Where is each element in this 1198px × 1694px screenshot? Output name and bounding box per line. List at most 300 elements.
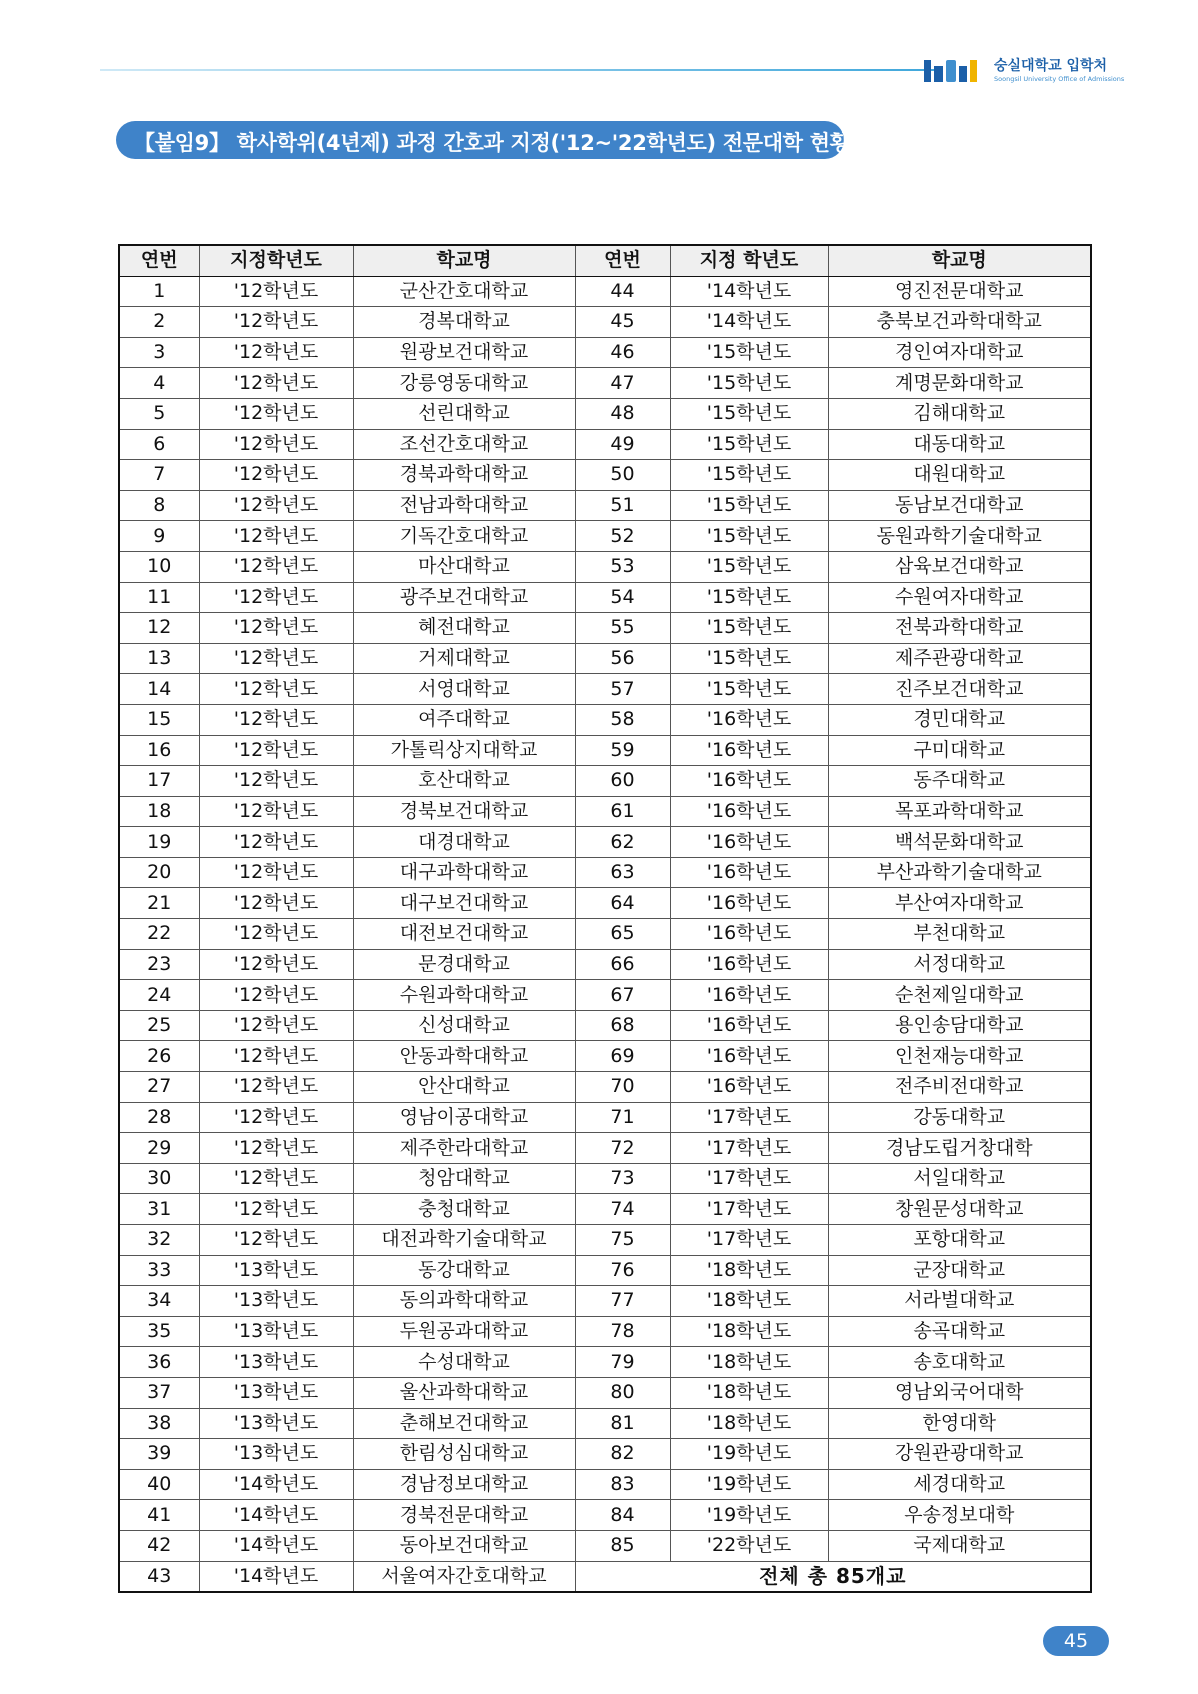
header-rule <box>100 69 938 71</box>
row-no: 29 <box>119 1133 199 1164</box>
row-year-2: '16학년도 <box>670 949 828 980</box>
row-no-2: 45 <box>575 307 670 338</box>
row-no: 18 <box>119 796 199 827</box>
row-no: 9 <box>119 521 199 552</box>
row-no: 12 <box>119 613 199 644</box>
row-school-2: 백석문화대학교 <box>828 827 1091 858</box>
table-row <box>119 827 1091 858</box>
row-school-2: 김해대학교 <box>828 398 1091 429</box>
table-row <box>119 613 1091 644</box>
row-no-2: 70 <box>575 1072 670 1103</box>
row-no: 2 <box>119 307 199 338</box>
row-school-2: 목포과학대학교 <box>828 796 1091 827</box>
row-year-2: '15학년도 <box>670 337 828 368</box>
row-no-2: 81 <box>575 1408 670 1439</box>
table-row <box>119 643 1091 674</box>
row-no-2: 53 <box>575 551 670 582</box>
row-year-2: '15학년도 <box>670 613 828 644</box>
row-year: '12학년도 <box>199 429 353 460</box>
table-row <box>119 582 1091 613</box>
table-row <box>119 1561 1091 1592</box>
row-year-2: '16학년도 <box>670 1072 828 1103</box>
table-row <box>119 521 1091 552</box>
table-row <box>119 674 1091 705</box>
table-row <box>119 1530 1091 1561</box>
row-year-2: '17학년도 <box>670 1194 828 1225</box>
table-row <box>119 1225 1091 1256</box>
row-year: '12학년도 <box>199 1133 353 1164</box>
table-row <box>119 888 1091 919</box>
row-school-2: 대원대학교 <box>828 460 1091 491</box>
table-row <box>119 1500 1091 1531</box>
row-year: '12학년도 <box>199 704 353 735</box>
row-year: '12학년도 <box>199 857 353 888</box>
row-school-2: 부산과학기술대학교 <box>828 857 1091 888</box>
row-year-2: '18학년도 <box>670 1377 828 1408</box>
row-no: 32 <box>119 1225 199 1256</box>
row-year-2: '17학년도 <box>670 1225 828 1256</box>
row-year: '12학년도 <box>199 1010 353 1041</box>
row-school-2: 우송정보대학 <box>828 1500 1091 1531</box>
row-no-2: 79 <box>575 1347 670 1378</box>
col-header-school: 학교명 <box>353 245 575 276</box>
section-title-banner <box>116 121 850 159</box>
row-no-2: 54 <box>575 582 670 613</box>
total-count: 전체 총 85개교 <box>575 1561 1091 1592</box>
table-row <box>119 307 1091 338</box>
row-no-2: 78 <box>575 1316 670 1347</box>
row-year: '12학년도 <box>199 368 353 399</box>
row-year: '12학년도 <box>199 766 353 797</box>
row-no-2: 85 <box>575 1530 670 1561</box>
row-school: 동강대학교 <box>353 1255 575 1286</box>
row-school: 선린대학교 <box>353 398 575 429</box>
row-school: 안동과학대학교 <box>353 1041 575 1072</box>
row-school-2: 경인여자대학교 <box>828 337 1091 368</box>
row-no: 13 <box>119 643 199 674</box>
row-school-2: 제주관광대학교 <box>828 643 1091 674</box>
row-no-2: 57 <box>575 674 670 705</box>
row-no-2: 51 <box>575 490 670 521</box>
row-no: 33 <box>119 1255 199 1286</box>
table-row <box>119 1439 1091 1470</box>
row-year: '13학년도 <box>199 1439 353 1470</box>
row-school: 군산간호대학교 <box>353 276 575 307</box>
row-no: 43 <box>119 1561 199 1592</box>
row-no: 15 <box>119 704 199 735</box>
row-no: 28 <box>119 1102 199 1133</box>
table-row <box>119 1041 1091 1072</box>
row-year-2: '16학년도 <box>670 919 828 950</box>
table-header-row <box>119 245 1091 276</box>
row-school-2: 국제대학교 <box>828 1530 1091 1561</box>
row-year-2: '17학년도 <box>670 1163 828 1194</box>
row-year: '12학년도 <box>199 1072 353 1103</box>
row-no-2: 50 <box>575 460 670 491</box>
row-no: 25 <box>119 1010 199 1041</box>
row-year: '12학년도 <box>199 582 353 613</box>
row-year-2: '17학년도 <box>670 1133 828 1164</box>
row-school: 여주대학교 <box>353 704 575 735</box>
row-school-2: 세경대학교 <box>828 1469 1091 1500</box>
row-year: '12학년도 <box>199 980 353 1011</box>
row-year: '14학년도 <box>199 1530 353 1561</box>
row-year-2: '16학년도 <box>670 857 828 888</box>
row-year-2: '16학년도 <box>670 980 828 1011</box>
row-year: '13학년도 <box>199 1347 353 1378</box>
row-school: 동의과학대학교 <box>353 1286 575 1317</box>
row-school-2: 순천제일대학교 <box>828 980 1091 1011</box>
row-school-2: 서라벌대학교 <box>828 1286 1091 1317</box>
row-year: '12학년도 <box>199 1194 353 1225</box>
table-row <box>119 1469 1091 1500</box>
table-row <box>119 980 1091 1011</box>
row-school-2: 영남외국어대학 <box>828 1377 1091 1408</box>
table-row <box>119 460 1091 491</box>
row-school: 서영대학교 <box>353 674 575 705</box>
row-school: 대전보건대학교 <box>353 919 575 950</box>
row-no: 10 <box>119 551 199 582</box>
row-year: '12학년도 <box>199 398 353 429</box>
row-no-2: 52 <box>575 521 670 552</box>
row-school-2: 경남도립거창대학 <box>828 1133 1091 1164</box>
row-year: '12학년도 <box>199 674 353 705</box>
row-no: 31 <box>119 1194 199 1225</box>
row-year: '12학년도 <box>199 643 353 674</box>
col-header-year: 지정학년도 <box>199 245 353 276</box>
row-year-2: '16학년도 <box>670 827 828 858</box>
row-school: 원광보건대학교 <box>353 337 575 368</box>
row-school-2: 동주대학교 <box>828 766 1091 797</box>
row-school: 동아보건대학교 <box>353 1530 575 1561</box>
row-school-2: 포항대학교 <box>828 1225 1091 1256</box>
row-school-2: 동원과학기술대학교 <box>828 521 1091 552</box>
table-row <box>119 704 1091 735</box>
row-no-2: 61 <box>575 796 670 827</box>
row-no: 38 <box>119 1408 199 1439</box>
row-school: 충청대학교 <box>353 1194 575 1225</box>
row-no: 24 <box>119 980 199 1011</box>
row-year: '14학년도 <box>199 1469 353 1500</box>
row-year: '12학년도 <box>199 1225 353 1256</box>
row-school: 대구과학대학교 <box>353 857 575 888</box>
row-year-2: '16학년도 <box>670 888 828 919</box>
table-row <box>119 735 1091 766</box>
row-year: '13학년도 <box>199 1377 353 1408</box>
row-year: '12학년도 <box>199 551 353 582</box>
row-school-2: 삼육보건대학교 <box>828 551 1091 582</box>
row-year: '12학년도 <box>199 888 353 919</box>
row-year-2: '15학년도 <box>670 398 828 429</box>
row-school-2: 서정대학교 <box>828 949 1091 980</box>
row-year: '12학년도 <box>199 521 353 552</box>
row-no: 6 <box>119 429 199 460</box>
logo-text-english: Soongsil University Office of Admissions <box>994 75 1125 83</box>
row-no: 30 <box>119 1163 199 1194</box>
row-school: 전남과학대학교 <box>353 490 575 521</box>
row-no-2: 84 <box>575 1500 670 1531</box>
row-no: 35 <box>119 1316 199 1347</box>
row-no: 7 <box>119 460 199 491</box>
row-no: 20 <box>119 857 199 888</box>
row-school: 경북보건대학교 <box>353 796 575 827</box>
row-no-2: 44 <box>575 276 670 307</box>
row-year-2: '19학년도 <box>670 1439 828 1470</box>
table-row <box>119 398 1091 429</box>
row-year-2: '18학년도 <box>670 1347 828 1378</box>
row-school: 혜전대학교 <box>353 613 575 644</box>
row-year: '12학년도 <box>199 735 353 766</box>
row-no-2: 60 <box>575 766 670 797</box>
row-no-2: 82 <box>575 1439 670 1470</box>
table-row <box>119 1377 1091 1408</box>
row-school-2: 영진전문대학교 <box>828 276 1091 307</box>
row-no: 17 <box>119 766 199 797</box>
row-no-2: 75 <box>575 1225 670 1256</box>
page-number: 45 <box>1043 1626 1109 1656</box>
row-year-2: '18학년도 <box>670 1408 828 1439</box>
row-school: 두원공과대학교 <box>353 1316 575 1347</box>
row-year-2: '16학년도 <box>670 1010 828 1041</box>
row-school-2: 창원문성대학교 <box>828 1194 1091 1225</box>
row-school: 한림성심대학교 <box>353 1439 575 1470</box>
row-year: '12학년도 <box>199 1163 353 1194</box>
row-no: 42 <box>119 1530 199 1561</box>
row-no: 5 <box>119 398 199 429</box>
row-year-2: '18학년도 <box>670 1255 828 1286</box>
row-no-2: 74 <box>575 1194 670 1225</box>
row-year: '13학년도 <box>199 1255 353 1286</box>
row-year-2: '15학년도 <box>670 521 828 552</box>
row-school: 대전과학기술대학교 <box>353 1225 575 1256</box>
row-school-2: 한영대학 <box>828 1408 1091 1439</box>
row-no: 37 <box>119 1377 199 1408</box>
row-no-2: 63 <box>575 857 670 888</box>
table-row <box>119 1133 1091 1164</box>
row-school-2: 송곡대학교 <box>828 1316 1091 1347</box>
row-year-2: '19학년도 <box>670 1469 828 1500</box>
row-no: 4 <box>119 368 199 399</box>
row-year-2: '15학년도 <box>670 490 828 521</box>
row-no-2: 64 <box>575 888 670 919</box>
row-year: '12학년도 <box>199 613 353 644</box>
row-year: '12학년도 <box>199 337 353 368</box>
table-row <box>119 1072 1091 1103</box>
row-year-2: '18학년도 <box>670 1286 828 1317</box>
table-row <box>119 1286 1091 1317</box>
row-year-2: '16학년도 <box>670 766 828 797</box>
row-no-2: 65 <box>575 919 670 950</box>
row-no: 23 <box>119 949 199 980</box>
row-year-2: '15학년도 <box>670 460 828 491</box>
row-year: '14학년도 <box>199 1561 353 1592</box>
row-school-2: 전주비전대학교 <box>828 1072 1091 1103</box>
row-year-2: '18학년도 <box>670 1316 828 1347</box>
row-school-2: 송호대학교 <box>828 1347 1091 1378</box>
row-year: '12학년도 <box>199 307 353 338</box>
row-no-2: 73 <box>575 1163 670 1194</box>
row-no-2: 56 <box>575 643 670 674</box>
row-school: 서울여자간호대학교 <box>353 1561 575 1592</box>
row-school: 안산대학교 <box>353 1072 575 1103</box>
row-school-2: 동남보건대학교 <box>828 490 1091 521</box>
row-no: 1 <box>119 276 199 307</box>
row-no-2: 67 <box>575 980 670 1011</box>
row-school: 대경대학교 <box>353 827 575 858</box>
row-school: 경복대학교 <box>353 307 575 338</box>
row-year-2: '16학년도 <box>670 1041 828 1072</box>
row-no: 14 <box>119 674 199 705</box>
row-school-2: 계명문화대학교 <box>828 368 1091 399</box>
row-no: 8 <box>119 490 199 521</box>
row-no-2: 47 <box>575 368 670 399</box>
designated-colleges-table <box>118 244 1092 1593</box>
row-year: '13학년도 <box>199 1286 353 1317</box>
row-year: '12학년도 <box>199 490 353 521</box>
row-no: 26 <box>119 1041 199 1072</box>
row-year: '12학년도 <box>199 949 353 980</box>
row-school: 제주한라대학교 <box>353 1133 575 1164</box>
row-school: 기독간호대학교 <box>353 521 575 552</box>
table-row <box>119 857 1091 888</box>
table-row <box>119 949 1091 980</box>
row-year: '12학년도 <box>199 1041 353 1072</box>
row-no: 3 <box>119 337 199 368</box>
row-school: 대구보건대학교 <box>353 888 575 919</box>
row-no-2: 48 <box>575 398 670 429</box>
row-no: 27 <box>119 1072 199 1103</box>
row-school-2: 부산여자대학교 <box>828 888 1091 919</box>
col-header-no-2: 연번 <box>575 245 670 276</box>
row-no-2: 68 <box>575 1010 670 1041</box>
row-school-2: 경민대학교 <box>828 704 1091 735</box>
row-school-2: 전북과학대학교 <box>828 613 1091 644</box>
row-year: '12학년도 <box>199 460 353 491</box>
row-no: 16 <box>119 735 199 766</box>
row-year: '12학년도 <box>199 827 353 858</box>
row-school: 수성대학교 <box>353 1347 575 1378</box>
row-school-2: 인천재능대학교 <box>828 1041 1091 1072</box>
row-no: 22 <box>119 919 199 950</box>
row-school: 경북전문대학교 <box>353 1500 575 1531</box>
col-header-school-2: 학교명 <box>828 245 1091 276</box>
row-year-2: '15학년도 <box>670 429 828 460</box>
table-row <box>119 1316 1091 1347</box>
row-year-2: '15학년도 <box>670 368 828 399</box>
col-header-no: 연번 <box>119 245 199 276</box>
table-row <box>119 1102 1091 1133</box>
row-no-2: 55 <box>575 613 670 644</box>
table-row <box>119 1347 1091 1378</box>
table-row <box>119 796 1091 827</box>
row-year: '13학년도 <box>199 1316 353 1347</box>
row-no-2: 76 <box>575 1255 670 1286</box>
row-no-2: 71 <box>575 1102 670 1133</box>
row-school-2: 서일대학교 <box>828 1163 1091 1194</box>
row-school-2: 구미대학교 <box>828 735 1091 766</box>
table-row <box>119 1408 1091 1439</box>
row-year-2: '15학년도 <box>670 582 828 613</box>
row-year-2: '14학년도 <box>670 307 828 338</box>
table-row <box>119 551 1091 582</box>
row-no-2: 69 <box>575 1041 670 1072</box>
row-school: 청암대학교 <box>353 1163 575 1194</box>
row-school: 울산과학대학교 <box>353 1377 575 1408</box>
row-no-2: 77 <box>575 1286 670 1317</box>
table-row <box>119 429 1091 460</box>
row-school: 조선간호대학교 <box>353 429 575 460</box>
row-no: 21 <box>119 888 199 919</box>
table-row <box>119 368 1091 399</box>
row-no-2: 80 <box>575 1377 670 1408</box>
row-year-2: '15학년도 <box>670 643 828 674</box>
row-school: 영남이공대학교 <box>353 1102 575 1133</box>
row-school: 문경대학교 <box>353 949 575 980</box>
row-year-2: '14학년도 <box>670 276 828 307</box>
table-row <box>119 337 1091 368</box>
row-no-2: 72 <box>575 1133 670 1164</box>
row-school-2: 용인송담대학교 <box>828 1010 1091 1041</box>
table-row <box>119 1010 1091 1041</box>
row-no: 40 <box>119 1469 199 1500</box>
row-school: 호산대학교 <box>353 766 575 797</box>
table-row <box>119 1255 1091 1286</box>
row-school: 거제대학교 <box>353 643 575 674</box>
row-no: 39 <box>119 1439 199 1470</box>
table-row <box>119 1194 1091 1225</box>
col-header-year-2: 지정 학년도 <box>670 245 828 276</box>
row-school-2: 수원여자대학교 <box>828 582 1091 613</box>
university-logo <box>922 52 1125 94</box>
table-row <box>119 276 1091 307</box>
row-school: 신성대학교 <box>353 1010 575 1041</box>
row-year: '12학년도 <box>199 276 353 307</box>
table-row <box>119 1163 1091 1194</box>
row-year-2: '15학년도 <box>670 674 828 705</box>
row-year-2: '19학년도 <box>670 1500 828 1531</box>
row-year-2: '16학년도 <box>670 796 828 827</box>
row-no: 36 <box>119 1347 199 1378</box>
row-school: 가톨릭상지대학교 <box>353 735 575 766</box>
row-year: '12학년도 <box>199 796 353 827</box>
row-school: 춘해보건대학교 <box>353 1408 575 1439</box>
row-year: '12학년도 <box>199 1102 353 1133</box>
row-year-2: '15학년도 <box>670 551 828 582</box>
row-school-2: 부천대학교 <box>828 919 1091 950</box>
row-no-2: 46 <box>575 337 670 368</box>
row-school: 수원과학대학교 <box>353 980 575 1011</box>
row-year-2: '22학년도 <box>670 1530 828 1561</box>
row-no: 41 <box>119 1500 199 1531</box>
logo-text-korean: 숭실대학교 입학처 <box>994 58 1108 74</box>
row-school: 강릉영동대학교 <box>353 368 575 399</box>
row-school-2: 대동대학교 <box>828 429 1091 460</box>
row-no-2: 49 <box>575 429 670 460</box>
row-school-2: 진주보건대학교 <box>828 674 1091 705</box>
row-no: 19 <box>119 827 199 858</box>
row-school-2: 강원관광대학교 <box>828 1439 1091 1470</box>
row-school: 경북과학대학교 <box>353 460 575 491</box>
table-row <box>119 919 1091 950</box>
row-no-2: 59 <box>575 735 670 766</box>
row-school-2: 군장대학교 <box>828 1255 1091 1286</box>
section-title: 【붙임9】 학사학위(4년제) 과정 간호과 지정('12~'22학년도) 전문대학 현황 <box>134 131 850 155</box>
row-school: 마산대학교 <box>353 551 575 582</box>
row-school-2: 충북보건과학대학교 <box>828 307 1091 338</box>
row-year: '14학년도 <box>199 1500 353 1531</box>
row-no: 34 <box>119 1286 199 1317</box>
row-year: '13학년도 <box>199 1408 353 1439</box>
